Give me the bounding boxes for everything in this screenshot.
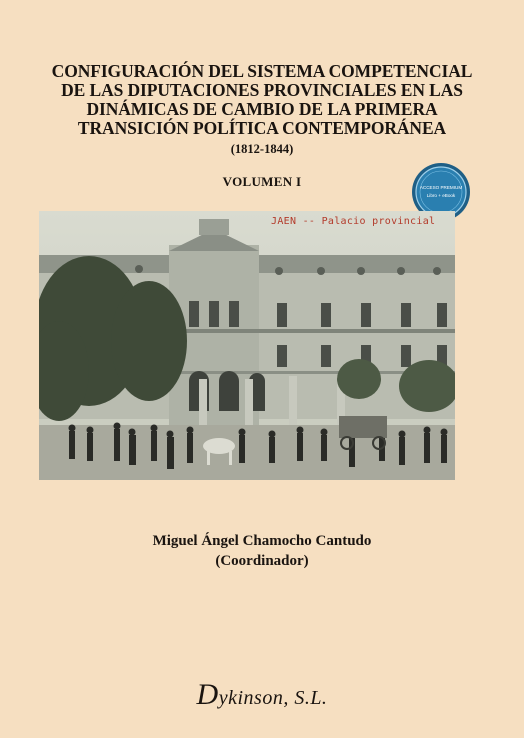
title-line-3: DINÁMICAS DE CAMBIO DE LA PRIMERA — [86, 99, 438, 119]
author-role: (Coordinador) — [215, 553, 309, 569]
book-title — [30, 62, 494, 138]
volume-label: VOLUMEN I — [222, 174, 302, 189]
publisher-initial: D — [196, 678, 219, 711]
author-name: Miguel Ángel Chamocho Cantudo — [152, 533, 372, 549]
publisher-name: ykinson, S.L. — [218, 687, 328, 709]
title-line-1: CONFIGURACIÓN DEL SISTEMA COMPETENCIAL — [51, 61, 473, 81]
cover-photo — [39, 211, 455, 480]
badge-line-2: Libro + eBook — [426, 193, 456, 198]
photo-caption: JAEN -- Palacio provincial — [271, 216, 436, 227]
title-line-4: TRANSICIÓN POLÍTICA CONTEMPORÁNEA — [77, 118, 447, 138]
publisher-logo — [0, 678, 524, 712]
badge-line-1: ACCESO PREMIUM — [419, 185, 463, 190]
title-line-2: DE LAS DIPUTACIONES PROVINCIALES EN LAS — [61, 80, 463, 100]
palace-illustration — [39, 211, 455, 480]
title-dates: (1812-1844) — [230, 142, 294, 156]
